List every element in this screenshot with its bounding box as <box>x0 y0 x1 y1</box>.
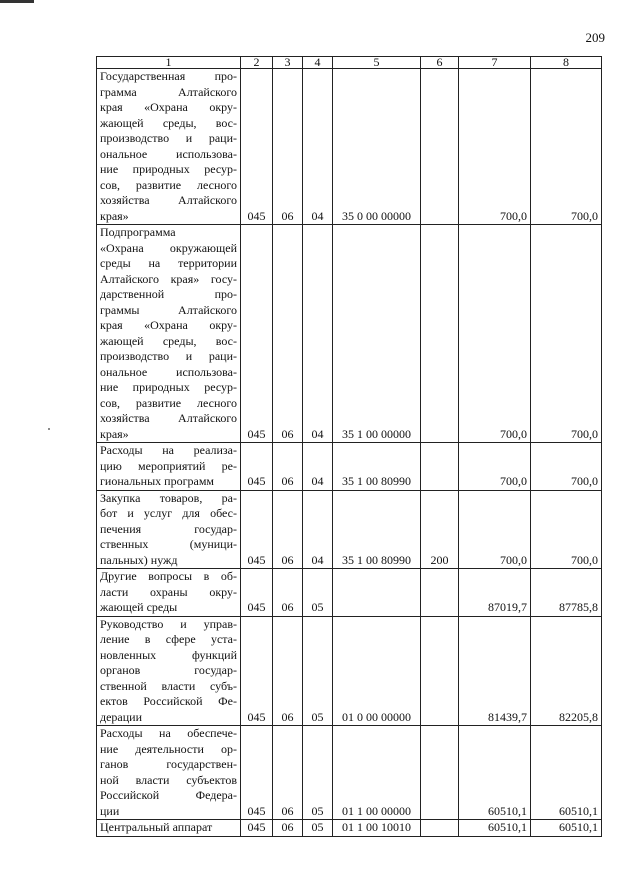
item-name-line: Расходы на реализа- <box>100 443 237 457</box>
item-name-line: грамма Алтайского <box>100 84 237 99</box>
amount-year2-cell: 82205,8 <box>531 616 602 726</box>
target-article-cell <box>333 569 421 617</box>
ministry-code-cell: 045 <box>241 69 273 225</box>
table-row <box>97 569 602 617</box>
amount-year2-cell: 700,0 <box>531 490 602 569</box>
item-name-line: бот и услуг для обес- <box>100 506 237 520</box>
item-name-line: Расходы на обеспече- <box>100 726 237 740</box>
item-name-line: ональное использова- <box>100 146 237 161</box>
header-cell-2: 2 <box>241 57 273 69</box>
expense-type-cell: 200 <box>421 490 459 569</box>
item-name-line: ции <box>100 803 120 818</box>
header-cell-5: 5 <box>333 57 421 69</box>
target-article-cell: 01 1 00 10010 <box>333 820 421 837</box>
ministry-code-cell: 045 <box>241 490 273 569</box>
item-name-line: ганов государствен- <box>100 757 237 771</box>
item-name-cell <box>97 820 241 837</box>
section-code-cell: 06 <box>273 69 303 225</box>
target-article-cell: 01 1 00 00000 <box>333 726 421 820</box>
item-name-line: Центральный аппарат <box>100 820 213 834</box>
expense-type-cell <box>421 726 459 820</box>
item-name-line: «Охрана окружающей <box>100 240 237 255</box>
table-row <box>97 443 602 491</box>
table-row <box>97 69 602 225</box>
section-code-cell: 06 <box>273 820 303 837</box>
item-name-line: ние деятельности ор- <box>100 741 237 756</box>
section-code-cell: 06 <box>273 225 303 443</box>
ministry-code-cell: 045 <box>241 569 273 617</box>
table-row <box>97 726 602 820</box>
header-cell-6: 6 <box>421 57 459 69</box>
amount-year2-cell: 700,0 <box>531 69 602 225</box>
item-name-line: органов государ- <box>100 663 237 677</box>
item-name-line: ственной власти субъ- <box>100 678 237 693</box>
item-name-line: Алтайского края» госу- <box>100 271 237 286</box>
item-name-cell <box>97 443 241 491</box>
table-row <box>97 820 602 837</box>
item-name-line: ние природных ресур- <box>100 380 237 394</box>
target-article-cell: 35 1 00 80990 <box>333 490 421 569</box>
item-name-line: жающей среды, вос- <box>100 333 237 348</box>
target-article-cell: 01 0 00 00000 <box>333 616 421 726</box>
item-name-line: дерации <box>100 709 143 724</box>
item-name-cell <box>97 490 241 569</box>
subsection-code-cell: 04 <box>303 443 333 491</box>
header-row <box>97 57 602 69</box>
ministry-code-cell: 045 <box>241 443 273 491</box>
item-name-line: граммы Алтайского <box>100 302 237 317</box>
amount-year2-cell: 60510,1 <box>531 726 602 820</box>
item-name-line: гиональных программ <box>100 474 214 488</box>
item-name-line: печения государ- <box>100 521 237 536</box>
item-name-line: края «Охрана окру- <box>100 318 237 332</box>
expense-type-cell <box>421 443 459 491</box>
item-name-line: Подпрограмма <box>100 225 176 239</box>
ministry-code-cell: 045 <box>241 616 273 726</box>
item-name-line: ственных (муници- <box>100 537 237 551</box>
section-code-cell: 06 <box>273 443 303 491</box>
subsection-code-cell: 05 <box>303 726 333 820</box>
amount-year1-cell: 60510,1 <box>459 820 531 837</box>
table-row <box>97 490 602 569</box>
subsection-code-cell: 05 <box>303 820 333 837</box>
item-name-line: Российской Федера- <box>100 788 237 802</box>
scan-dot <box>48 428 50 430</box>
section-code-cell: 06 <box>273 569 303 617</box>
item-name-line: сов, развитие лесного <box>100 177 237 192</box>
item-name-line: ектов Российской Фе- <box>100 694 237 708</box>
item-name-line: края «Охрана окру- <box>100 100 237 114</box>
item-name-line: ональное использова- <box>100 364 237 379</box>
amount-year1-cell: 700,0 <box>459 225 531 443</box>
item-name-line: ние природных ресур- <box>100 162 237 176</box>
ministry-code-cell: 045 <box>241 225 273 443</box>
expense-type-cell <box>421 225 459 443</box>
header-cell-3: 3 <box>273 57 303 69</box>
item-name-line: производство и раци- <box>100 349 237 363</box>
item-name-line: Руководство и управ- <box>100 616 237 631</box>
table-body <box>97 57 602 837</box>
item-name-cell <box>97 225 241 443</box>
item-name-cell <box>97 616 241 726</box>
item-name-line: дарственной про- <box>100 287 237 301</box>
table-row <box>97 225 602 443</box>
ministry-code-cell: 045 <box>241 726 273 820</box>
item-name-line: среды на территории <box>100 256 237 270</box>
amount-year2-cell: 87785,8 <box>531 569 602 617</box>
item-name-line: жающей среды, вос- <box>100 115 237 130</box>
item-name-line: жающей среды <box>100 600 178 614</box>
expense-type-cell <box>421 569 459 617</box>
amount-year2-cell: 700,0 <box>531 225 602 443</box>
header-cell-8: 8 <box>531 57 602 69</box>
section-code-cell: 06 <box>273 490 303 569</box>
amount-year1-cell: 87019,7 <box>459 569 531 617</box>
target-article-cell: 35 0 00 00000 <box>333 69 421 225</box>
subsection-code-cell: 04 <box>303 225 333 443</box>
header-cell-7: 7 <box>459 57 531 69</box>
amount-year1-cell: 700,0 <box>459 443 531 491</box>
item-name-line: сов, развитие лесного <box>100 395 237 410</box>
item-name-cell <box>97 69 241 225</box>
item-name-line: производство и раци- <box>100 131 237 145</box>
section-code-cell: 06 <box>273 726 303 820</box>
table-row <box>97 616 602 726</box>
item-name-line: Закупка товаров, ра- <box>100 490 237 505</box>
budget-table <box>96 56 602 837</box>
subsection-code-cell: 05 <box>303 616 333 726</box>
amount-year1-cell: 60510,1 <box>459 726 531 820</box>
item-name-line: цию мероприятий ре- <box>100 458 237 473</box>
amount-year2-cell: 60510,1 <box>531 820 602 837</box>
amount-year1-cell: 81439,7 <box>459 616 531 726</box>
item-name-line: новленных функций <box>100 647 237 662</box>
item-name-line: ной власти субъектов <box>100 772 237 787</box>
ministry-code-cell: 045 <box>241 820 273 837</box>
item-name-line: хозяйства Алтайского <box>100 193 237 207</box>
corner-scan-mark <box>0 0 34 3</box>
item-name-line: хозяйства Алтайского <box>100 411 237 425</box>
item-name-line: ласти охраны окру- <box>100 584 237 599</box>
page-number: 209 <box>585 30 605 45</box>
amount-year1-cell: 700,0 <box>459 490 531 569</box>
item-name-line: Государственная про- <box>100 69 237 83</box>
amount-year1-cell: 700,0 <box>459 69 531 225</box>
expense-type-cell <box>421 820 459 837</box>
item-name-line: края» <box>100 426 129 441</box>
item-name-line: края» <box>100 208 129 223</box>
expense-type-cell <box>421 616 459 726</box>
target-article-cell: 35 1 00 00000 <box>333 225 421 443</box>
item-name-cell <box>97 726 241 820</box>
amount-year2-cell: 700,0 <box>531 443 602 491</box>
item-name-line: Другие вопросы в об- <box>100 569 237 583</box>
target-article-cell: 35 1 00 80990 <box>333 443 421 491</box>
item-name-line: ление в сфере уста- <box>100 632 237 646</box>
expense-type-cell <box>421 69 459 225</box>
item-name-line: пальных) нужд <box>100 552 178 567</box>
section-code-cell: 06 <box>273 616 303 726</box>
header-cell-1: 1 <box>97 57 241 69</box>
subsection-code-cell: 04 <box>303 490 333 569</box>
item-name-cell <box>97 569 241 617</box>
subsection-code-cell: 04 <box>303 69 333 225</box>
header-cell-4: 4 <box>303 57 333 69</box>
subsection-code-cell: 05 <box>303 569 333 617</box>
